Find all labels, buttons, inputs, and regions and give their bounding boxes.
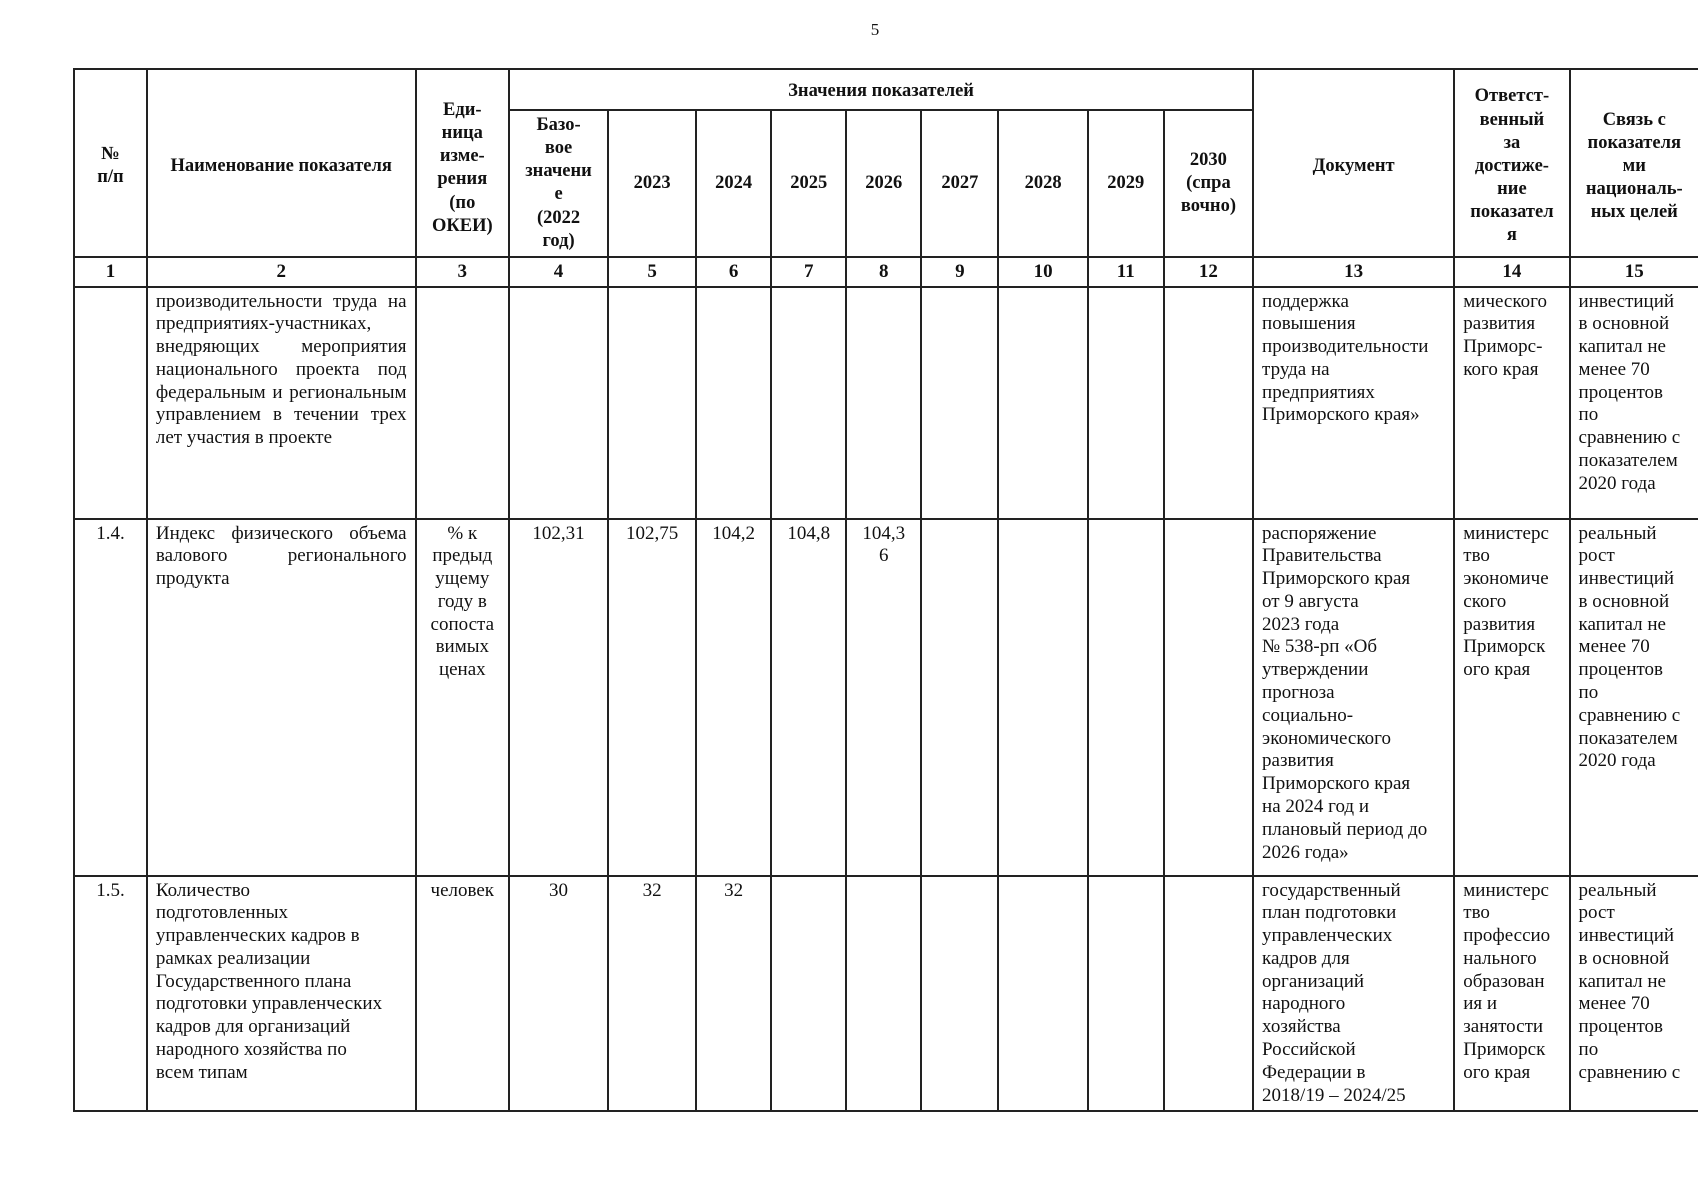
row-value-2030 — [1164, 287, 1253, 519]
row-link: реальный рост инвестиций в основной капитал не менее 70 процентов по сравнению с — [1570, 876, 1698, 1112]
row-value-base — [509, 287, 608, 519]
row-unit: человек — [416, 876, 510, 1112]
column-number: 7 — [771, 257, 846, 287]
row-value-2025 — [771, 876, 846, 1112]
row-value-2030 — [1164, 876, 1253, 1112]
row-value-2028 — [998, 287, 1087, 519]
column-number: 8 — [846, 257, 921, 287]
column-number: 14 — [1454, 257, 1569, 287]
row-value-2023 — [608, 287, 696, 519]
row-value-2024 — [696, 287, 771, 519]
row-value-2027 — [921, 876, 998, 1112]
row-value-2025: 104,8 — [771, 519, 846, 876]
row-value-2026 — [846, 287, 921, 519]
row-value-base: 102,31 — [509, 519, 608, 876]
row-name: Количество подготовленных управленческих кадров в рамках реализации Государственного плана подготовки управленческих кадров для организаций народного хозяйства по всем типам — [147, 876, 416, 1112]
column-number: 15 — [1570, 257, 1698, 287]
row-num: 1.4. — [74, 519, 147, 876]
row-value-2025 — [771, 287, 846, 519]
table-row — [74, 519, 1698, 876]
column-number: 11 — [1088, 257, 1164, 287]
page-number: 5 — [870, 20, 880, 39]
header-row-top — [74, 69, 1698, 110]
header-year-2024: 2024 — [696, 110, 771, 257]
row-value-2023: 102,75 — [608, 519, 696, 876]
header-year-2027: 2027 — [921, 110, 998, 257]
row-value-2029 — [1088, 519, 1164, 876]
column-number: 12 — [1164, 257, 1253, 287]
row-name: Индекс физического объема валового регионального продукта — [147, 519, 416, 876]
row-document: поддержка повышения производительности труда на предприятиях Приморского края» — [1253, 287, 1454, 519]
header-responsible: Ответст- венный за достиже- ние показател я — [1454, 69, 1569, 257]
header-document: Документ — [1253, 69, 1454, 257]
row-responsible: министерс тво экономиче ского развития Приморск ого края — [1454, 519, 1569, 876]
column-numbers-row — [74, 257, 1698, 287]
row-unit — [416, 287, 510, 519]
column-number: 1 — [74, 257, 147, 287]
header-year-2023: 2023 — [608, 110, 696, 257]
header-year-2030: 2030 (спра вочно) — [1164, 110, 1253, 257]
row-document: государственный план подготовки управленческих кадров для организаций народного хозяйства Российской Федерации в 2018/19 – 2024/25 — [1253, 876, 1454, 1112]
header-year-2026: 2026 — [846, 110, 921, 257]
row-value-2030 — [1164, 519, 1253, 876]
row-value-base: 30 — [509, 876, 608, 1112]
header-unit: Еди- ница изме- рения (по ОКЕИ) — [416, 69, 510, 257]
indicators-table — [73, 68, 1698, 1112]
row-value-2029 — [1088, 876, 1164, 1112]
row-link: реальный рост инвестиций в основной капитал не менее 70 процентов по сравнению с показателем 2020 года — [1570, 519, 1698, 876]
row-responsible: мического развития Приморс- кого края — [1454, 287, 1569, 519]
row-unit: % к предыд ущему году в сопоста вимых ценах — [416, 519, 510, 876]
header-link: Связь с показателя ми националь- ных целей — [1570, 69, 1698, 257]
table-row — [74, 876, 1698, 1112]
column-number: 4 — [509, 257, 608, 287]
row-link: инвестиций в основной капитал не менее 70 процентов по сравнению с показателем 2020 года — [1570, 287, 1698, 519]
row-name: производительности труда на предприятиях-участниках, внедряющих мероприятия национального проекта под федеральным и региональным управлением в течении трех лет участия в проекте — [147, 287, 416, 519]
row-document: распоряжение Правительства Приморского края от 9 августа 2023 года № 538-рп «Об утверждении прогноза социально- экономического развития Приморского края на 2024 год и плановый период до 2026 года» — [1253, 519, 1454, 876]
header-values-group: Значения показателей — [509, 69, 1253, 110]
header-year-2029: 2029 — [1088, 110, 1164, 257]
row-value-2026: 104,3 6 — [846, 519, 921, 876]
row-responsible: министерс тво профессио нального образован ия и занятости Приморск ого края — [1454, 876, 1569, 1112]
column-number: 3 — [416, 257, 510, 287]
header-base: Базо- вое значени е (2022 год) — [509, 110, 608, 257]
row-value-2024: 32 — [696, 876, 771, 1112]
row-value-2027 — [921, 287, 998, 519]
row-num: 1.5. — [74, 876, 147, 1112]
column-number: 5 — [608, 257, 696, 287]
row-value-2029 — [1088, 287, 1164, 519]
table-row — [74, 287, 1698, 519]
header-name: Наименование показателя — [147, 69, 416, 257]
column-number: 9 — [921, 257, 998, 287]
row-value-2024: 104,2 — [696, 519, 771, 876]
row-value-2028 — [998, 876, 1087, 1112]
header-num: № п/п — [74, 69, 147, 257]
row-value-2026 — [846, 876, 921, 1112]
column-number: 2 — [147, 257, 416, 287]
row-num — [74, 287, 147, 519]
header-year-2025: 2025 — [771, 110, 846, 257]
row-value-2023: 32 — [608, 876, 696, 1112]
column-number: 13 — [1253, 257, 1454, 287]
header-year-2028: 2028 — [998, 110, 1087, 257]
row-value-2027 — [921, 519, 998, 876]
row-value-2028 — [998, 519, 1087, 876]
column-number: 10 — [998, 257, 1087, 287]
column-number: 6 — [696, 257, 771, 287]
